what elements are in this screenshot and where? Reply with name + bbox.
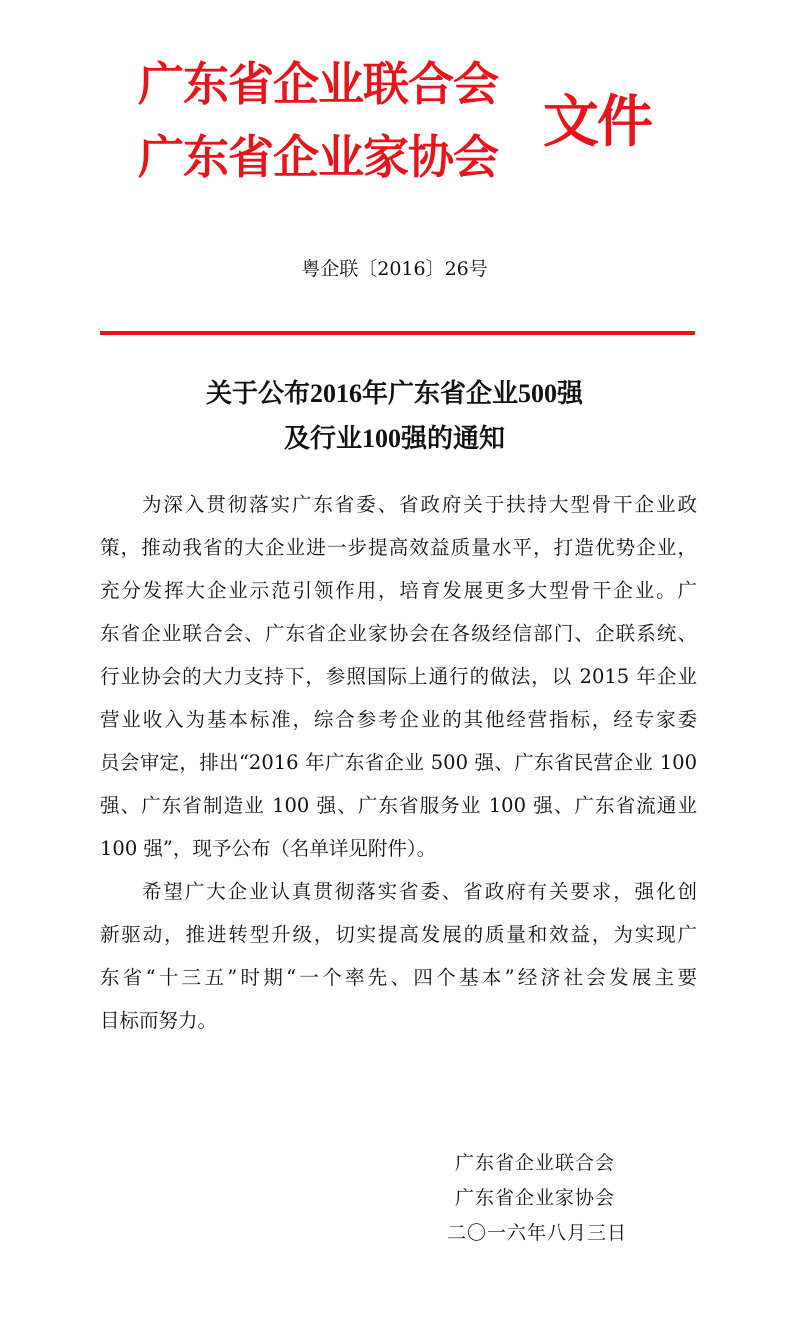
body-line: 东省企业联合会、广东省企业家协会在各级经信部门、企联系统、 [100,622,697,645]
signature-org-1: 广东省企业联合会 [455,1152,616,1174]
issuer-name-2: 广东省企业家协会 [138,130,498,184]
document-type-label: 文件 [543,89,651,155]
body-line: 东省“十三五”时期“一个率先、四个基本”经济社会发展主要 [100,966,697,989]
body-line: 充分发挥大企业示范引领作用，培育发展更多大型骨干企业。广 [100,579,697,602]
signature-date: 二〇一六年八月三日 [447,1222,628,1244]
body-line: 目标而努力。 [100,1009,218,1032]
body-line: 行业协会的大力支持下，参照国际上通行的做法，以 2015 年企业 [100,665,697,688]
body-line: 强、广东省制造业 100 强、广东省服务业 100 强、广东省流通业 [100,794,697,817]
body-line: 100 强”，现予公布（名单详见附件）。 [100,837,437,860]
notice-title-line-1: 关于公布2016年广东省企业500强 [205,379,583,408]
body-line: 希望广大企业认真贯彻落实省委、省政府有关要求，强化创 [142,880,697,903]
body-line: 员会审定，排出“2016 年广东省企业 500 强、广东省民营企业 100 [100,751,697,774]
notice-title-line-2: 及行业100强的通知 [283,424,505,453]
body-line: 营业收入为基本标准，综合参考企业的其他经营指标，经专家委 [100,708,697,731]
body-line: 新驱动，推进转型升级，切实提高发展的质量和效益，为实现广 [100,923,697,946]
signature-org-2: 广东省企业家协会 [455,1187,616,1209]
body-line: 策，推动我省的大企业进一步提高效益质量水平，打造优势企业， [100,536,697,559]
red-divider [100,331,695,335]
body-line: 为深入贯彻落实广东省委、省政府关于扶持大型骨干企业政 [142,493,697,516]
issuer-name-1: 广东省企业联合会 [138,57,498,111]
notice-body [100,490,697,1049]
document-number: 粤企联〔2016〕26号 [301,258,488,280]
